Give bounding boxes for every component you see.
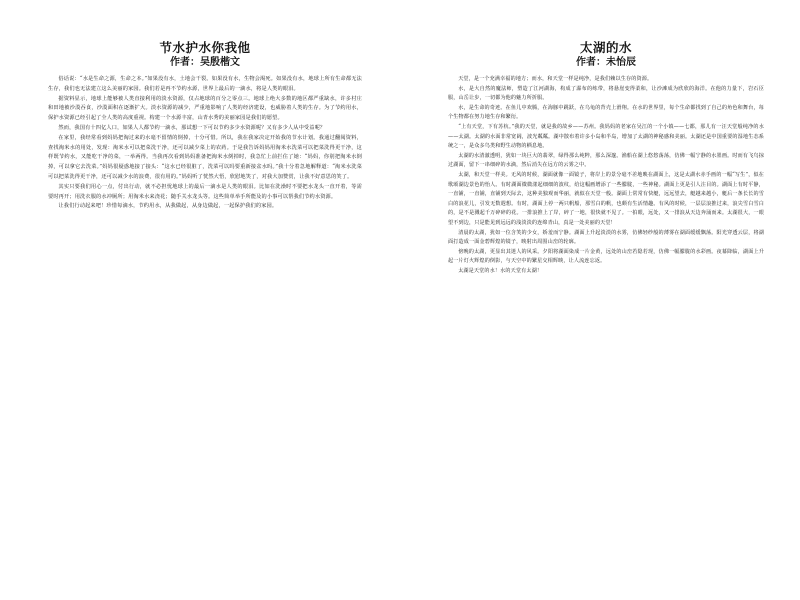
paragraph: 水，是大自然的魔法师，塑造了江河湖海，构成了瀑布的练带，将悬崖变得柔和，让沙滩成为欣欣的海洋。在他的力量下，岩石臣服，山岳让步，一切都为他的魅力所折服。 bbox=[448, 85, 764, 102]
paragraph: 太湖是天堂的水！水的天堂有太湖！ bbox=[458, 267, 543, 274]
paragraph: 天堂，是一个充满幸福的地方；而水，和天堂一样是纯净，是我们赖以生存的资源。 bbox=[458, 76, 653, 82]
paragraph: 其实只要我们用心一点，付出行动，就不必担忧地球上的最后一滴水是人类的眼泪。比如在洗澡时不要把水龙头一直开着，等需要时再开；用洗衣服的水冲厕所；用淘米水来浇花；随手关水龙头等。这些简单举手所能及的小事可以帮我们节约水资源。 bbox=[48, 183, 362, 200]
paragraph: 俗话说：“水是生命之源，生命之本。”如果没有水，土地会干裂。如果没有水，生物会渴死。如果没有水，地球上所有生命都无法生存，我们也无法建立这么美丽的家园。我们若是再不节约水源，世界上最后的一滴水，将是人类的眼泪。 bbox=[48, 76, 362, 92]
paragraph: 在家里，我经常看到妈妈把淘过来的水毫不留情的倒掉，十分可惜。所以，我在我家决定开始我的节水计划。我通过翻阅资料，查找淘米水的用处，发现：淘米水可以把菜洗干净，还可以减少菜上的农药。于是我告诉妈妈用淘米水洗菜可以把菜洗得更干净，这样既节约水，又能吃干净的菜，一举两得。当我再次看到妈妈准备把淘米水倒掉时，我急忙上前拦住了她：“妈妈，你别把淘米水倒掉，可以拿它去洗菜。”妈妈很疑惑地接了接头：“这水已经很脏了，洗菜可以吗要重新接盆水吗。”我十分着急地解释道：“淘米水洗菜可以把菜洗得更干净，还可以减少水的浪费，很有用的。”妈妈听了恍然大悟，欣慰地笑了，对我大加赞赏，让我不好意思的笑了。 bbox=[48, 134, 362, 180]
essay-author: 作者：未怡辰 bbox=[576, 57, 636, 68]
paragraph: 然而，我国有十四亿人口，如果人人都节约一滴水，那试想一下可以节约多少水资源呢？又有多少人从中受益呢？ bbox=[58, 124, 326, 131]
paragraph: 太湖的水清澈透明，犹如一块巨大的翡翠，绿得那么纯粹，那么深邃。渔船在湖上悠悠荡荡，仿佛一幅宁静的水墨画。时而有飞鸟掠过湖面，留下一串细碎的水滴，然后消失在远方的云雾之中。 bbox=[448, 152, 764, 169]
paragraph: 清晨的太湖，犹如一位含笑的少女，娇羞而宁静。湖面上升起淡淡的水雾，仿佛轻纱般的薄雾在湖面缓缓飘荡。阳光穿透云层，将湖面打造成一面金碧辉煌的镜子，映射出周围山峦的轮廓。 bbox=[448, 229, 764, 246]
right-page bbox=[400, 0, 800, 600]
paragraph: 水，是生命的奇迹。在鱼儿中欢腾，在海豚中跳跃，在乌龟的背壳上滑翔。在水的世界里，每个生命都找到了自己的角色和舞台，每个生物都在努力地生存和繁衍。 bbox=[448, 104, 764, 121]
paragraph: “上有天堂，下有苏杭。”我的天堂，就是我的故乡——苏州。我妈妈的老家在吴江的一个小镇——七都，那儿有一汪天堂般纯净的水——太湖。太湖的水面非常宽阔，波光粼粼。湖中散布着许多小岛和半岛，增加了太湖的神秘感和美丽。太湖还是中国重要的湿地生态系统之一，是众多鸟类和野生动物的栖息地。 bbox=[448, 123, 764, 150]
essay-author: 作者：吴殷楷文 bbox=[170, 57, 240, 68]
paragraph: 据资料显示，地球上能够被人类直接利用的淡水资源，仅占地球的百分之零点三。地球上绝大多数的地区都严重缺水，许多村庄和田地被沙漠吞食，沙漠面积在逐渐扩大。淡水资源的减少，严重地影响了人类的经济建设，也威胁着人类的生存。为了节约用水，保护水资源已经引起了全人类的高度重视。构建一个水源丰富，山青水秀的美丽家园是我们的愿望。 bbox=[48, 95, 362, 122]
paragraph: 太湖，和天堂一样美。无风的时候，湖面就像一面镜子，将岸上的景分毫不差地映在湖面上，这是太湖水赤手画的一幅“写生”，似在歌颂湖边景色的怡人。有时湖面微微漾起细细的波纹，给这幅画增添了一些朦胧，一些神秘。湖面上更是引人注目的。湖面上有时平静，一直铺，一直铺，直铺到天际去，这种美独观而华丽，就似在天堂一般。湖面上常常有快艇，远远望去，艇越来越小，艇后一条长长的雪白的浪花儿，引发无数遐想。有时，湖面上停一两只帆船，那雪白的帆，也颇有生活情趣。有风的时候，一层层浪推过来，浪尖雪白雪白的，是不是溅起千万碎碎的花。一排浪推上了岸，碎了一地，很快就不见了。一拍眼，远处，又一排浪从天边奔涌而来。太湖很大，一眼望不到边，只是能见到远远的浅淡淡的连绵青山，真是一处美丽的天堂！ bbox=[448, 171, 764, 226]
essay-title: 节水护水你我他 bbox=[159, 40, 251, 55]
essay-title: 太湖的水 bbox=[579, 40, 632, 55]
paragraph: 让我们行动起来吧！珍惜每滴水，节约用水，从我做起，从身边做起，一起保护我们的家园。 bbox=[58, 203, 278, 210]
paragraph: 傍晚的太湖，更显出其迷人的风采。夕阳将湖面染成一片金黄，远处的山峦若隐若现，仿佛一幅朦胧的水彩画。夜幕降临，湖面上升起一片灯火辉煌的倒影，与天空中的繁星交相辉映，让人流连忘返。 bbox=[448, 248, 764, 265]
